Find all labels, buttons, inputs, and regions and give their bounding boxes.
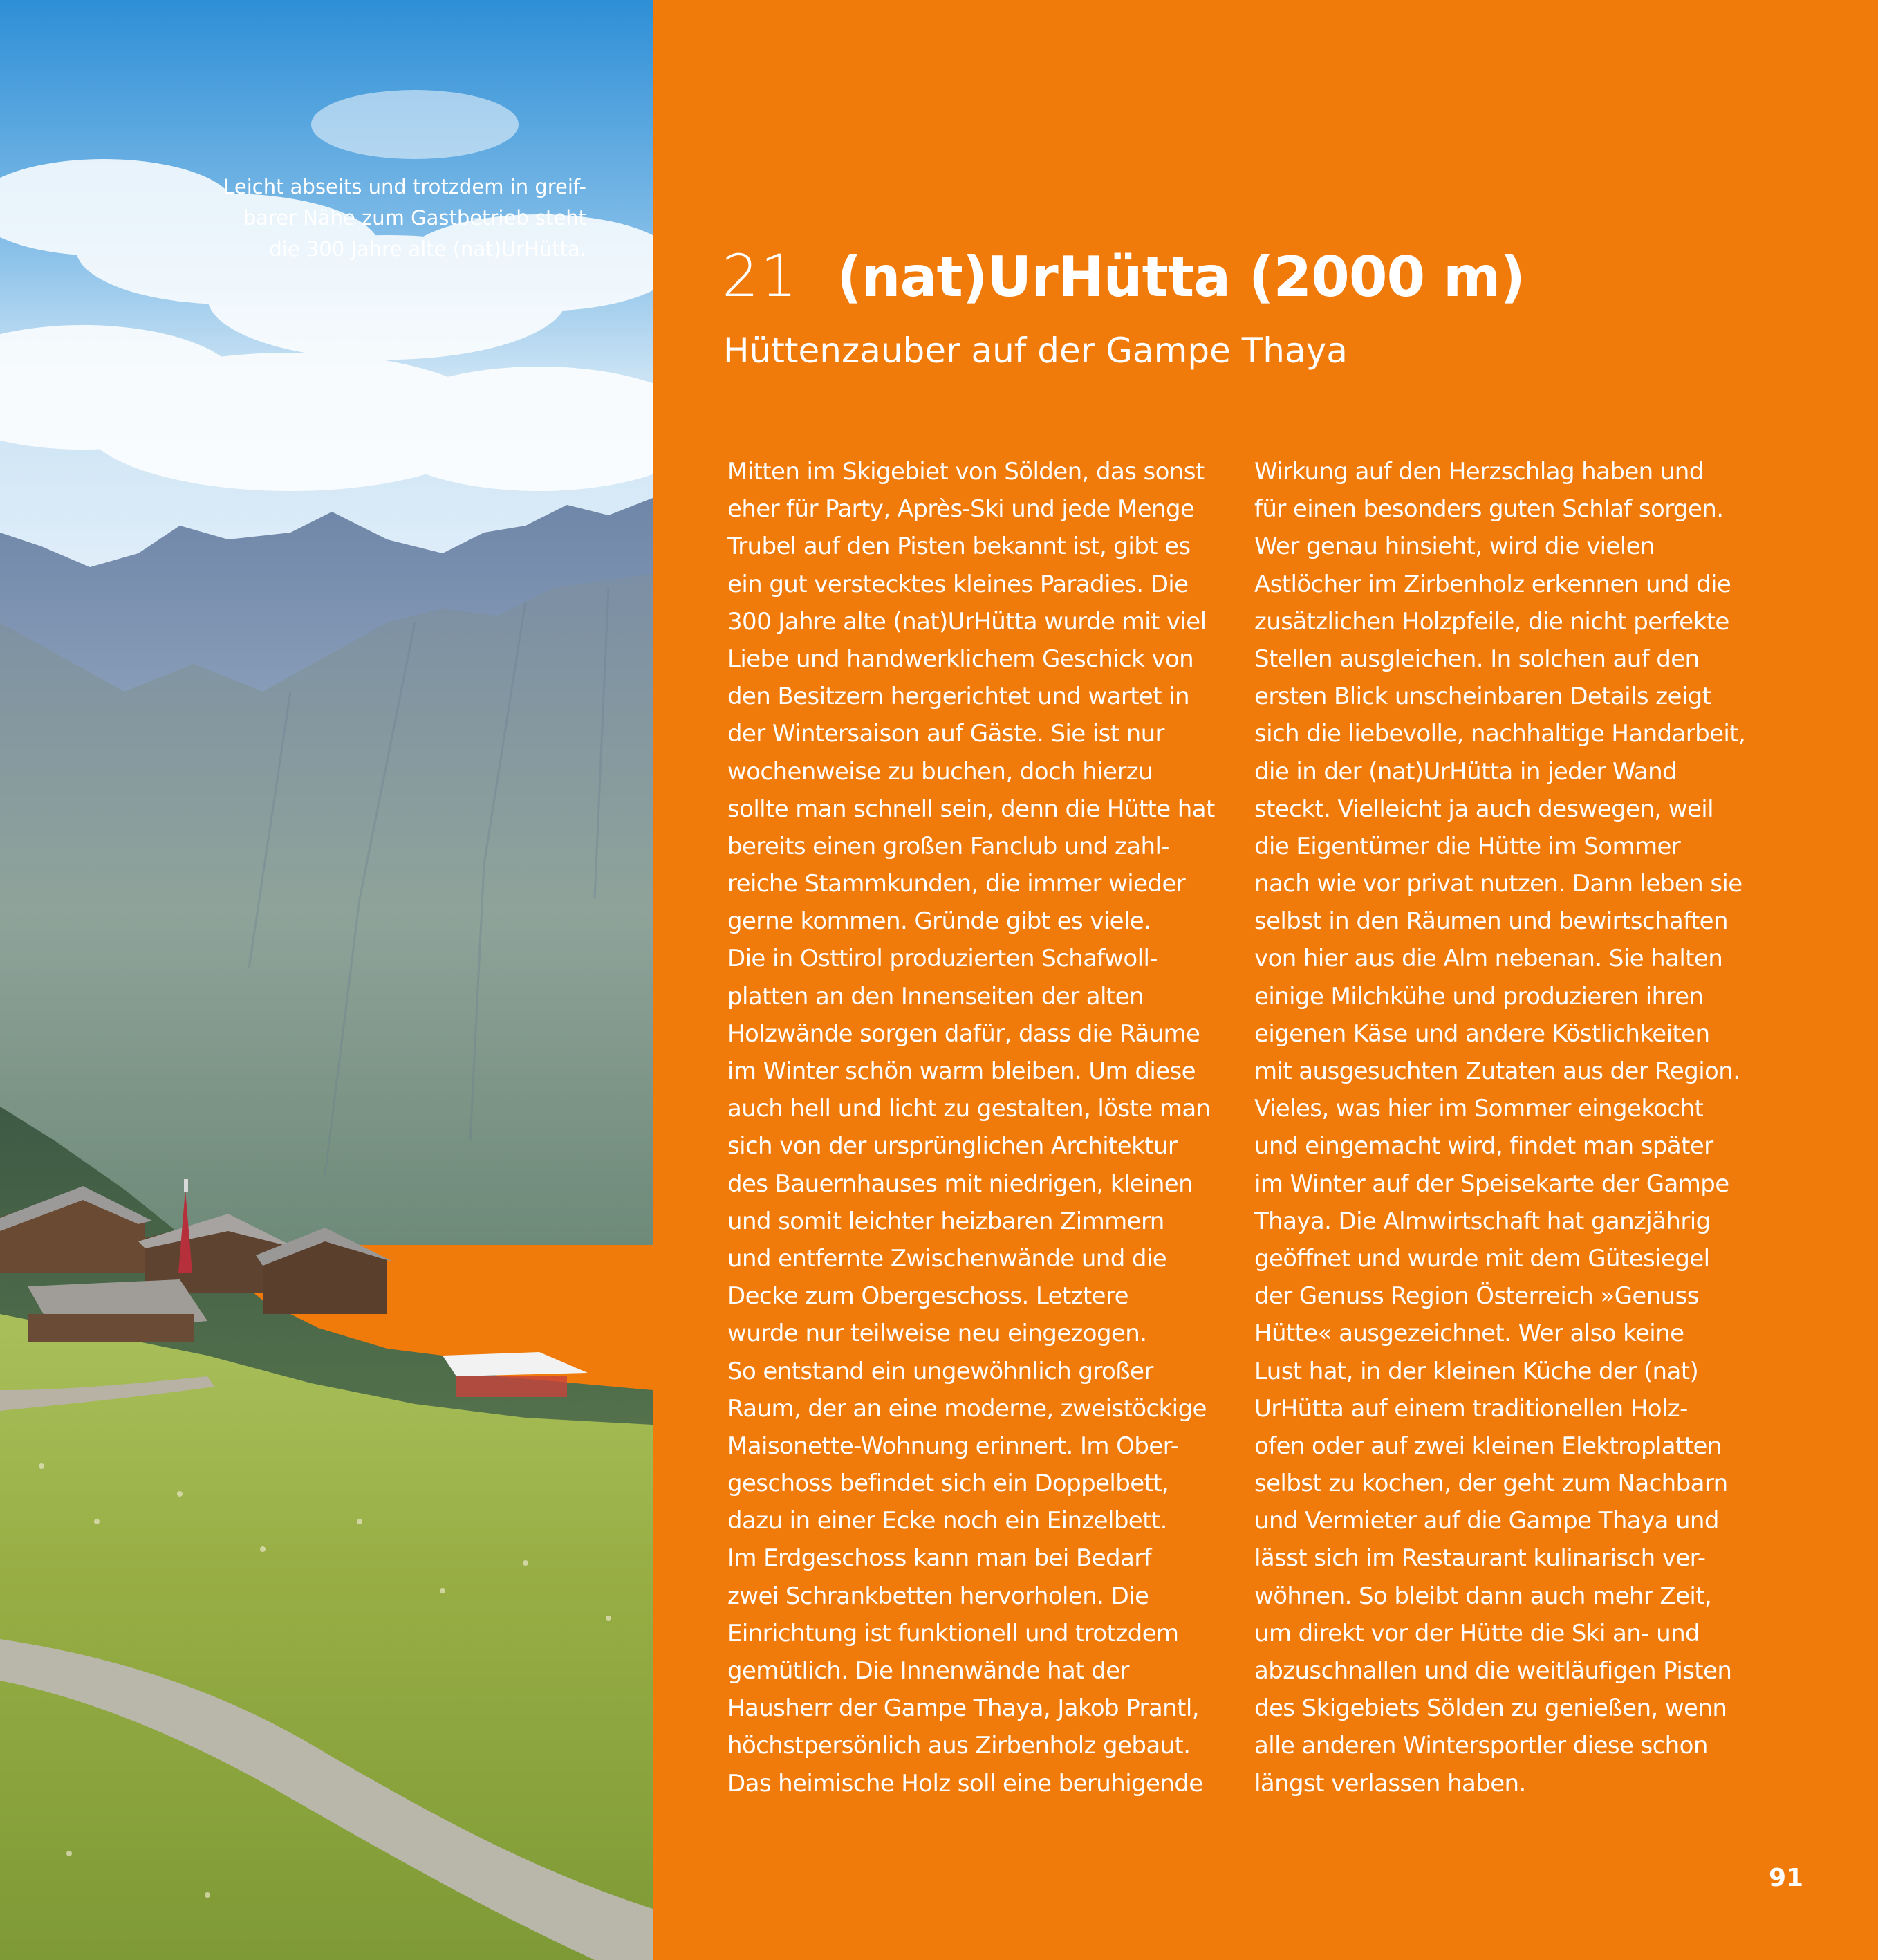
chapter-heading [722, 242, 1525, 325]
page-number: 91 [1769, 1864, 1804, 1892]
text-line: im Winter auf der Speisekarte der Gampe [1254, 1169, 1729, 1198]
text-line: den Besitzern hergerichtet und wartet in [727, 683, 1189, 711]
text-line: alle anderen Wintersportler diese schon [1254, 1732, 1708, 1760]
text-line: Vieles, was hier im Sommer eingekocht [1254, 1095, 1704, 1123]
alpine-hut-photo [0, 0, 653, 1960]
body-column-left [727, 453, 1225, 1802]
text-line: längst verlassen haben. [1254, 1769, 1526, 1797]
text-line: sich die liebevolle, nachhaltige Handarbeit, [1254, 720, 1746, 748]
text-line: reiche Stammkunden, die immer wieder [727, 870, 1186, 898]
text-line: wöhnen. So bleibt dann auch mehr Zeit, [1254, 1582, 1712, 1610]
text-line: Wer genau hinsieht, wird die vielen [1254, 533, 1655, 561]
text-line: ofen oder auf zwei kleinen Elektroplatten [1254, 1432, 1722, 1460]
text-line: Liebe und handwerklichem Geschick von [727, 645, 1194, 673]
text-line: Trubel auf den Pisten bekannt ist, gibt es [727, 533, 1191, 561]
text-line: gerne kommen. Gründe gibt es viele. [727, 907, 1151, 936]
caption-line: Leicht abseits und trotzdem in greif- [223, 175, 586, 198]
text-line: Die in Osttirol produzierten Schafwoll- [727, 945, 1158, 973]
text-line: Das heimische Holz soll eine beruhigende [727, 1769, 1203, 1797]
text-line: geöffnet und wurde mit dem Gütesiegel [1254, 1244, 1710, 1273]
text-line: Mitten im Skigebiet von Sölden, das sonst [727, 458, 1205, 486]
caption-line: barer Nähe zum Gastbetrieb steht [243, 206, 586, 230]
text-line: und eingemacht wird, findet man später [1254, 1132, 1713, 1161]
text-line: die in der (nat)UrHütta in jeder Wand [1254, 757, 1677, 786]
text-line: Hausherr der Gampe Thaya, Jakob Prantl, [727, 1694, 1199, 1723]
text-line: UrHütta auf einem traditionellen Holz- [1254, 1394, 1688, 1423]
chapter-number: 21 [722, 242, 799, 310]
text-line: und somit leichter heizbaren Zimmern [727, 1207, 1164, 1235]
text-line: geschoss befindet sich ein Doppelbett, [727, 1470, 1169, 1498]
text-line: zwei Schrankbetten hervorholen. Die [727, 1582, 1149, 1610]
text-line: Holzwände sorgen dafür, dass die Räume [727, 1019, 1200, 1048]
article-panel [653, 0, 1878, 1960]
text-line: für einen besonders guten Schlaf sorgen. [1254, 495, 1724, 524]
text-line: sich von der ursprünglichen Architektur [727, 1132, 1178, 1161]
text-line: Maisonette-Wohnung erinnert. Im Ober- [727, 1432, 1179, 1460]
text-line: Raum, der an eine moderne, zweistöckige [727, 1394, 1207, 1423]
text-line: nach wie vor privat nutzen. Dann leben sie [1254, 870, 1742, 898]
text-line: des Skigebiets Sölden zu genießen, wenn [1254, 1694, 1727, 1723]
text-line: um direkt vor der Hütte die Ski an- und [1254, 1619, 1700, 1647]
text-line: ersten Blick unscheinbaren Details zeigt [1254, 683, 1711, 711]
text-line: Astlöcher im Zirbenholz erkennen und die [1254, 570, 1731, 598]
text-line: eigenen Käse und andere Köstlichkeiten [1254, 1019, 1710, 1048]
text-line: sollte man schnell sein, denn die Hütte hat [727, 795, 1215, 823]
text-line: gemütlich. Die Innenwände hat der [727, 1657, 1129, 1685]
text-line: auch hell und licht zu gestalten, löste man [727, 1095, 1211, 1123]
text-line: 300 Jahre alte (nat)UrHütta wurde mit viel [727, 607, 1207, 636]
text-line: eher für Party, Après-Ski und jede Menge [727, 495, 1195, 524]
text-line: der Genuss Region Österreich »Genuss [1254, 1282, 1699, 1311]
text-line: Im Erdgeschoss kann man bei Bedarf [727, 1544, 1151, 1573]
text-line: von hier aus die Alm nebenan. Sie halten [1254, 945, 1723, 973]
text-line: einige Milchkühe und produzieren ihren [1254, 982, 1704, 1010]
text-line: dazu in einer Ecke noch ein Einzelbett. [727, 1507, 1167, 1535]
text-line: und Vermieter auf die Gampe Thaya und [1254, 1507, 1719, 1535]
text-line: lässt sich im Restaurant kulinarisch ver- [1254, 1544, 1706, 1573]
text-line: Hütte« ausgezeichnet. Wer also keine [1254, 1320, 1684, 1348]
text-line: wurde nur teilweise neu eingezogen. [727, 1320, 1147, 1348]
text-line: selbst zu kochen, der geht zum Nachbarn [1254, 1470, 1728, 1498]
text-line: So entstand ein ungewöhnlich großer [727, 1357, 1153, 1385]
text-line: die Eigentümer die Hütte im Sommer [1254, 832, 1681, 860]
text-line: Thaya. Die Almwirtschaft hat ganzjährig [1254, 1207, 1711, 1235]
text-line: Lust hat, in der kleinen Küche der (nat) [1254, 1357, 1699, 1385]
text-line: und entfernte Zwischenwände und die [727, 1244, 1167, 1273]
text-line: Decke zum Obergeschoss. Letztere [727, 1282, 1128, 1311]
wavy-divider [653, 145, 1878, 155]
photo-caption [159, 172, 586, 265]
text-line: Einrichtung ist funktionell und trotzdem [727, 1619, 1179, 1647]
caption-line: die 300 Jahre alte (nat)UrHütta. [269, 237, 586, 261]
text-line: selbst in den Räumen und bewirtschaften [1254, 907, 1728, 936]
text-line: des Bauernhauses mit niedrigen, kleinen [727, 1169, 1193, 1198]
text-line: höchstpersönlich aus Zirbenholz gebaut. [727, 1732, 1191, 1760]
text-line: wochenweise zu buchen, doch hierzu [727, 757, 1153, 786]
text-line: im Winter schön warm bleiben. Um diese [727, 1057, 1196, 1085]
chapter-title: (nat)UrHütta (2000 m) [836, 245, 1525, 309]
text-line: mit ausgesuchten Zutaten aus der Region. [1254, 1057, 1740, 1085]
text-line: ein gut verstecktes kleines Paradies. Die [727, 570, 1189, 598]
chapter-subtitle: Hüttenzauber auf der Gampe Thaya [723, 331, 1348, 371]
text-line: zusätzlichen Holzpfeile, die nicht perfekte [1254, 607, 1729, 636]
text-line: Wirkung auf den Herzschlag haben und [1254, 458, 1704, 486]
text-line: der Wintersaison auf Gäste. Sie ist nur [727, 720, 1164, 748]
text-line: steckt. Vielleicht ja auch deswegen, weil [1254, 795, 1713, 823]
text-line: platten an den Innenseiten der alten [727, 982, 1144, 1010]
text-line: abzuschnallen und die weitläufigen Pisten [1254, 1657, 1732, 1685]
text-line: Stellen ausgleichen. In solchen auf den [1254, 645, 1700, 673]
body-column-right [1254, 453, 1752, 1802]
text-line: bereits einen großen Fanclub und zahl- [727, 832, 1169, 860]
